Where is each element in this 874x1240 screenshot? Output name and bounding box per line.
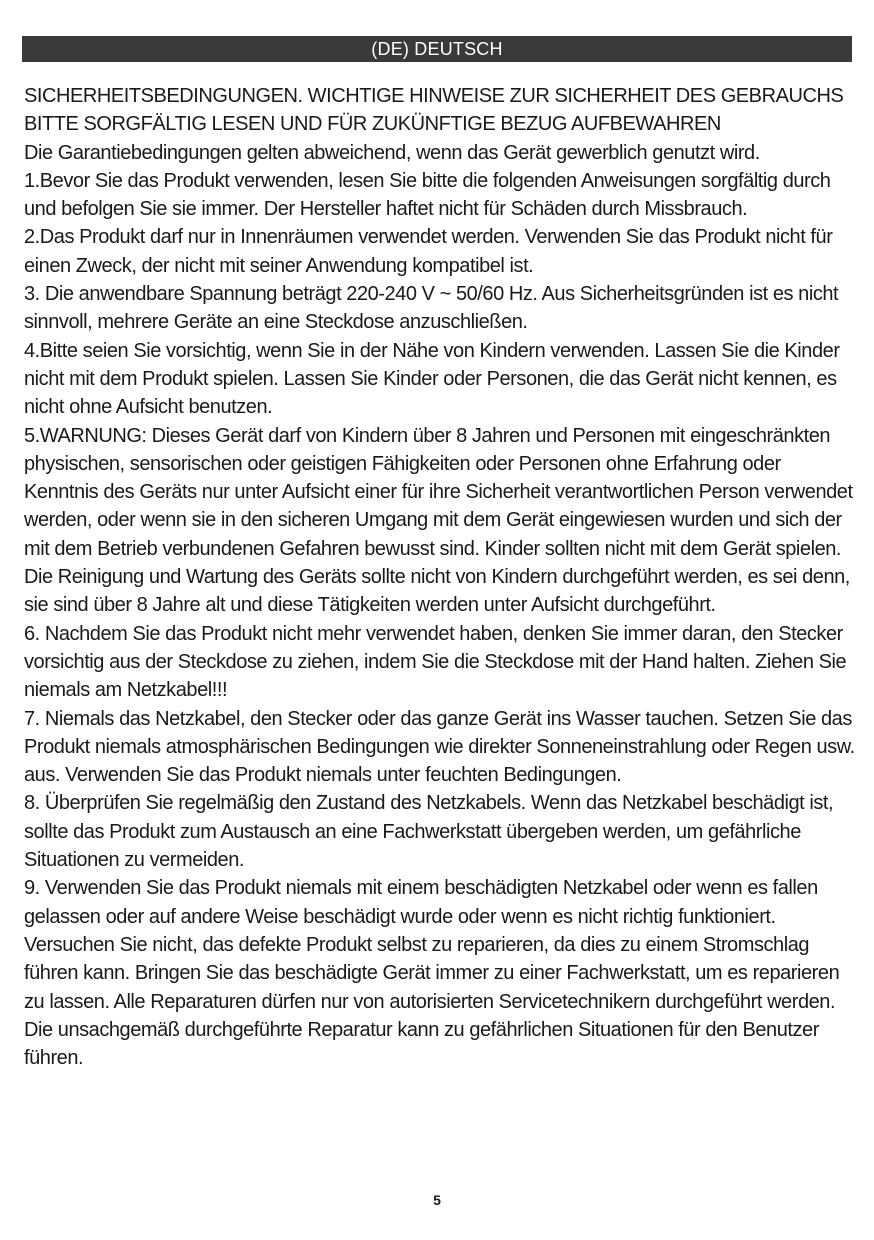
instruction-item-3: 3. Die anwendbare Spannung beträgt 220-240 V ~ 50/60 Hz. Aus Sicherheitsgründen ist es nicht sinnvoll, mehrere Geräte an eine Steckdose anzuschließen.: [24, 283, 839, 334]
heading-safety-conditions: SICHERHEITSBEDINGUNGEN. WICHTIGE HINWEISE ZUR SICHERHEIT DES GEBRAUCHS: [24, 85, 844, 107]
heading-read-carefully: BITTE SORGFÄLTIG LESEN UND FÜR ZUKÜNFTIGE BEZUG AUFBEWAHREN: [24, 113, 721, 136]
instruction-item-6: 6. Nachdem Sie das Produkt nicht mehr verwendet haben, denken Sie immer daran, den Stecker vorsichtig aus der Steckdose zu ziehen, indem Sie die Steckdose mit der Hand halten. Ziehen Sie niemals am Netzkabel!!!: [24, 622, 847, 702]
page-number: 5: [433, 1192, 441, 1208]
instruction-item-8: 8. Überprüfen Sie regelmäßig den Zustand des Netzkabels. Wenn das Netzkabel beschädigt ist, sollte das Produkt zum Austausch an eine Fachwerkstatt übergeben werden, um gefährliche Situationen zu vermeiden.: [24, 792, 834, 872]
section-title: (DE) DEUTSCH: [371, 39, 503, 59]
instruction-item-4: 4.Bitte seien Sie vorsichtig, wenn Sie in der Nähe von Kindern verwenden. Lassen Sie die Kinder nicht mit dem Produkt spielen. Lassen Sie Kinder oder Personen, die das Gerät nicht kennen, es nicht ohne Aufsicht benutzen.: [24, 339, 840, 419]
warranty-note: Die Garantiebedingungen gelten abweichend, wenn das Gerät gewerblich genutzt wird.: [24, 141, 760, 164]
safety-instructions: [24, 82, 860, 1072]
instruction-item-1: 1.Bevor Sie das Produkt verwenden, lesen Sie bitte die folgenden Anweisungen sorgfältig durch und befolgen Sie sie immer. Der Hersteller haftet nicht für Schäden durch Missbrauch.: [24, 169, 831, 221]
section-header-bar: [22, 36, 852, 62]
instruction-item-7: 7. Niemals das Netzkabel, den Stecker oder das ganze Gerät ins Wasser tauchen. Setzen Sie das Produkt niemals atmosphärischen Bedingungen wie direkter Sonneneinstrahlung oder Regen usw. aus. Verwenden Sie das Produkt niemals unter feuchten Bedingungen.: [24, 707, 855, 787]
instruction-item-9: 9. Verwenden Sie das Produkt niemals mit einem beschädigten Netzkabel oder wenn es fallen gelassen oder auf andere Weise beschädigt wurde oder wenn es nicht richtig funktioniert. Versuchen Sie nicht, das defekte Produkt selbst zu reparieren, da dies zu einem Stromschlag führen kann. Bringen Sie das beschädigte Gerät immer zu einer Fachwerkstatt, um es reparieren zu lassen. Alle Reparaturen dürfen nur von autorisierten Servicetechnikern durchgeführt werden. Die unsachgemäß durchgeführte Reparatur kann zu gefährlichen Situationen für den Benutzer führen.: [24, 877, 840, 1070]
instruction-item-2: 2.Das Produkt darf nur in Innenräumen verwendet werden. Verwenden Sie das Produkt nicht für einen Zweck, der nicht mit seiner Anwendung kompatibel ist.: [24, 226, 833, 277]
instruction-item-5: 5.WARNUNG: Dieses Gerät darf von Kindern über 8 Jahren und Personen mit eingeschränkten physischen, sensorischen oder geistigen Fähigkeiten oder Personen ohne Erfahrung oder Kenntnis des Geräts nur unter Aufsicht einer für ihre Sicherheit verantwortlichen Person verwendet werden, oder wenn sie in den sicheren Umgang mit dem Gerät eingewiesen wurden und sich der mit dem Betrieb verbundenen Gefahren bewusst sind. Kinder sollten nicht mit dem Gerät spielen. Die Reinigung und Wartung des Geräts sollte nicht von Kindern durchgeführt werden, es sei denn, sie sind über 8 Jahre alt und diese Tätigkeiten werden unter Aufsicht durchgeführt.: [24, 424, 853, 617]
